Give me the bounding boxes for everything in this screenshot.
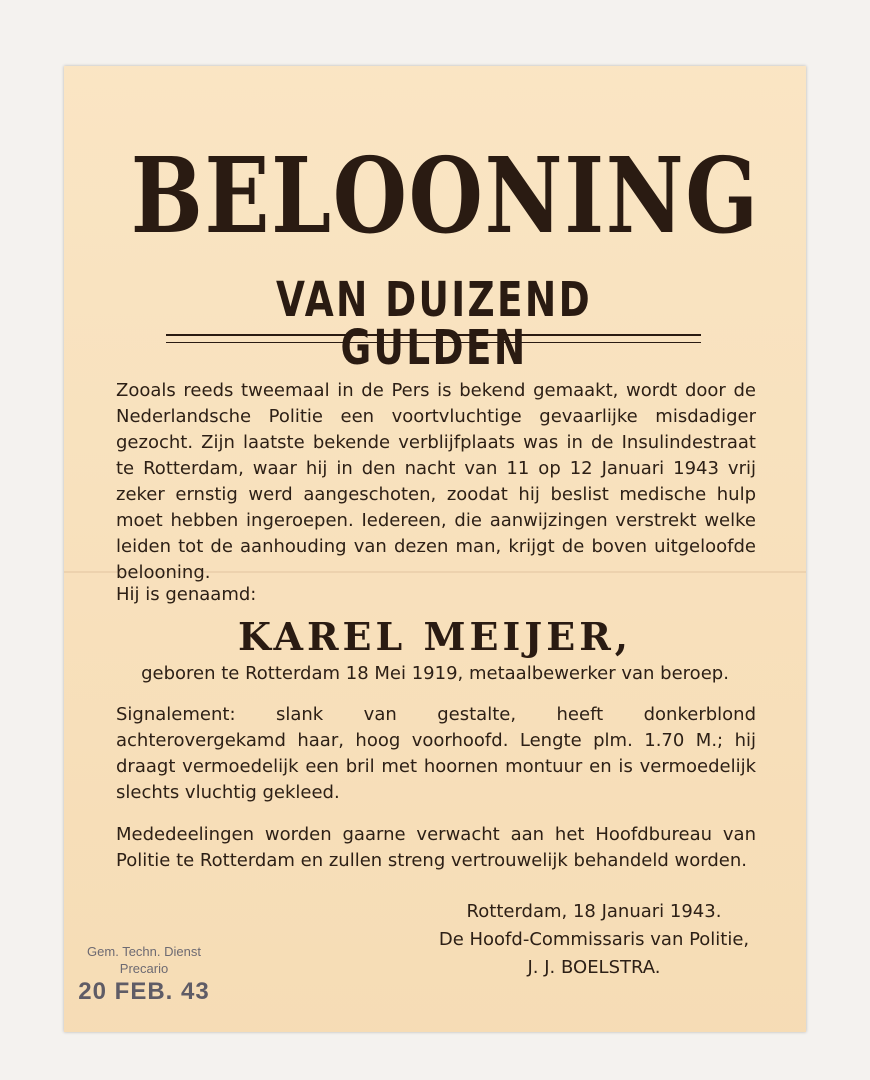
- stamp-department: Gem. Techn. Dienst: [87, 944, 201, 959]
- named-label: Hij is genaamd:: [116, 584, 257, 605]
- poster-title: BELOONING: [130, 134, 760, 257]
- signature-place-date: Rotterdam, 18 Januari 1943.: [466, 901, 722, 922]
- notice-paragraph: Mededeelingen worden gaarne verwacht aan het Hoofdbureau van Politie te Rotterdam en zullen streng vertrouwelijk behandeld worden.: [116, 824, 756, 871]
- signature-office: De Hoofd-Commissaris van Politie,: [438, 929, 750, 950]
- stamp-date: 20 FEB. 43: [78, 978, 210, 1005]
- poster-subtitle: [164, 272, 704, 376]
- signature-signer: J. J. BOELSTRA.: [527, 957, 661, 978]
- description-paragraph: Signalement: slank van gestalte, heeft donkerblond achterovergekamd haar, hoog voorhoofd. Lengte plm. 1.70 M.; hij draagt vermoedelijk een bril met hoornen montuur en is vermoedelijk slechts vluchtig gekleed.: [116, 704, 756, 803]
- stamp-category: Precario: [119, 961, 169, 976]
- title-rule: [166, 334, 701, 343]
- suspect-name: KAREL MEIJER,: [237, 614, 633, 659]
- wanted-poster: [64, 66, 806, 1032]
- suspect-birth-line: geboren te Rotterdam 18 Mei 1919, metaalbewerker van beroep.: [141, 663, 729, 684]
- subtitle-text: VAN DUIZEND GULDEN: [275, 272, 593, 376]
- intro-paragraph: Zooals reeds tweemaal in de Pers is bekend gemaakt, wordt door de Nederlandsche Politie een voortvluchtige gevaarlijke misdadiger gezocht. Zijn laatste bekende verblijfplaats was in de Insulindestraat te Rotterdam, waar hij in den nacht van 11 op 12 Januari 1943 vrij zeker ernstig werd aangeschoten, zoodat hij beslist medische hulp moet hebben ingeroepen. Iedereen, die aanwijzingen verstrekt welke leiden tot de aanhouding van dezen man, krijgt de boven uitgeloofde belooning.: [116, 380, 756, 583]
